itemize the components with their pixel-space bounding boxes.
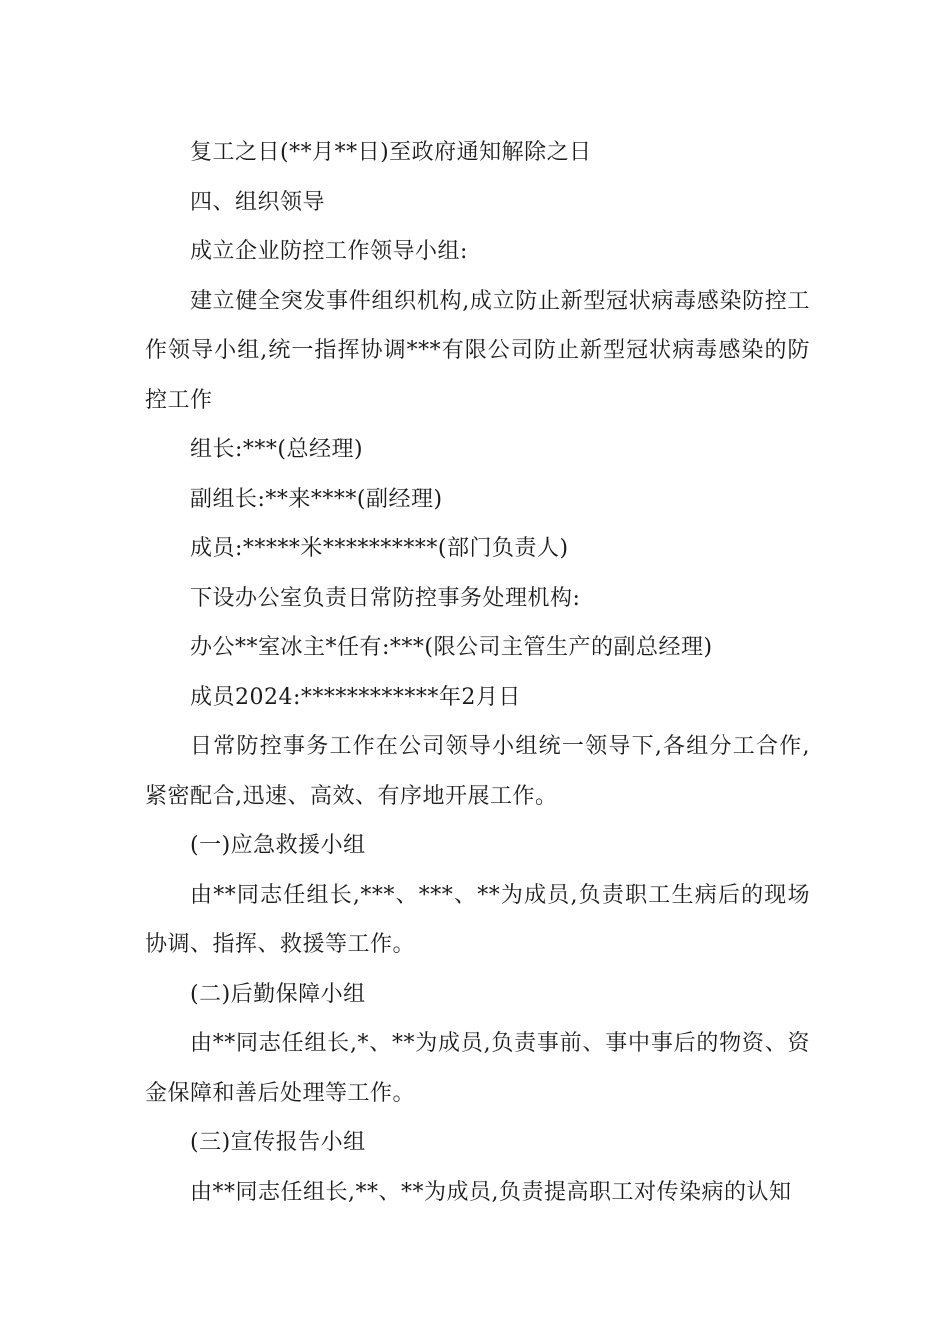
heading-logistics-group: (二)后勤保障小组 <box>190 981 366 1007</box>
paragraph-logistics-duties: 由**同志任组长,*、**为成员,负责事前、事中事后的物资、资金保障和善后处理等工作。 <box>145 1031 810 1106</box>
paragraph-office-director: 办公**室冰主*任有:***(限公司主管生产的副总经理) <box>190 635 713 660</box>
paragraph-group-leader: 组长:***(总经理) <box>190 437 364 462</box>
paragraph-return-period: 复工之日(**月**日)至政府通知解除之日 <box>190 140 592 165</box>
heading-publicity-group: (三)宣传报告小组 <box>190 1130 366 1155</box>
paragraph-members: 成员:*****米**********(部门负责人) <box>190 536 569 561</box>
paragraph-emergency-rescue-duties: 由**同志任组长,***、***、**为成员,负责职工生病后的现场协调、指挥、救援等工作。 <box>145 882 810 957</box>
paragraph-office-setup: 下设办公室负责日常防控事务处理机构: <box>190 585 581 611</box>
paragraph-office-members: 成员2024:************年2月日 <box>190 684 521 710</box>
paragraph-daily-work: 日常防控事务工作在公司领导小组统一领导下,各组分工合作,紧密配合,迅速、高效、有序地开展工作。 <box>145 734 810 809</box>
paragraph-publicity-duties: 由**同志任组长,**、**为成员,负责提高职工对传染病的认知 <box>190 1179 792 1205</box>
paragraph-deputy-leader: 副组长:**来****(副经理) <box>190 486 443 512</box>
paragraph-establish-group: 成立企业防控工作领导小组: <box>190 239 468 264</box>
heading-organization-leadership: 四、组织领导 <box>190 189 326 215</box>
heading-emergency-rescue-group: (一)应急救援小组 <box>190 833 366 858</box>
paragraph-organization-structure: 建立健全突发事件组织机构,成立防止新型冠状病毒感染防控工作领导小组,统一指挥协调***有限公司防止新型冠状病毒感染的防控工作 <box>145 288 810 413</box>
document-body <box>145 128 810 1217</box>
